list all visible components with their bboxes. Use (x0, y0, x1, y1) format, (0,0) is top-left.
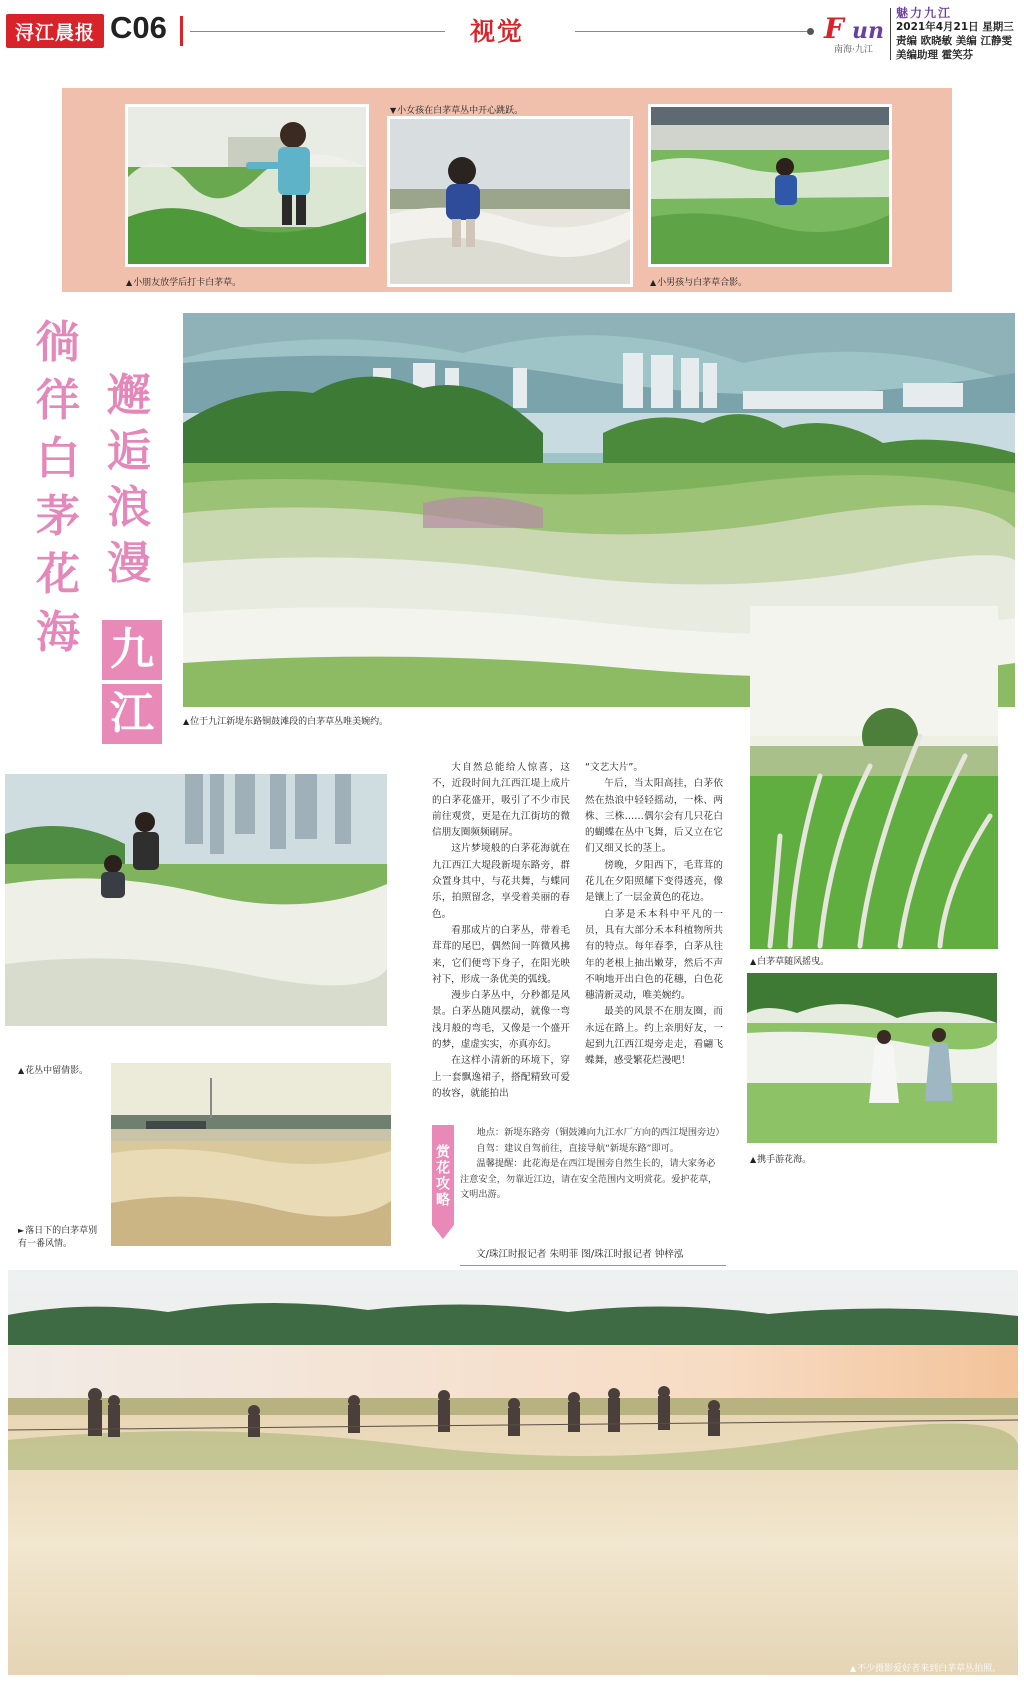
header-rule-right (575, 31, 810, 32)
caption-bottom: ▲ 不少摄影爱好者来到白茅草丛拍照。 (850, 1661, 1001, 1674)
article-column-1 (432, 760, 570, 1102)
article-paragraph: 这片梦境般的白茅花海就在九江西江大堤段新堤东路旁，群众置身其中，与花共舞，与蝶同乐，拍照留念，享受着美丽的春色。 (432, 843, 570, 920)
logo-divider (890, 8, 891, 60)
article-paragraph: “文艺大片”。 (585, 762, 643, 773)
photo-photographers-at-sunset (8, 1270, 1018, 1675)
issue-date: 2021年4月21日 星期三 (896, 21, 1014, 33)
guide-tips: 温馨提醒：此花海是在西江堤围旁自然生长的，请大家务必注意安全，勿靠近江边，请在安全范围内文明赏花。爱护花草，文明出游。 (460, 1158, 718, 1200)
section-title: 视觉 (470, 17, 525, 46)
headline-boxed (102, 620, 162, 748)
photo-hand-in-hand (747, 973, 997, 1143)
caption-hand: ▲ 携手游花海。 (750, 1152, 811, 1165)
editor-credit: 责编 欧晓敏 美编 江静雯 (896, 35, 1012, 47)
photo-frame-boy-2 (648, 104, 892, 267)
logo-subtitle: 南海·九江 (834, 45, 873, 55)
caption-top-2: ▼ 小女孩在白茅草丛中开心跳跃。 (390, 103, 523, 116)
article-column-2 (585, 760, 723, 1070)
photo-frame-boy-1 (125, 104, 369, 267)
viewing-guide-tag: 赏花攻略 (432, 1125, 454, 1225)
brand-name: 魅力九江 (896, 6, 953, 20)
article-paragraph: 大自然总能给人惊喜，这不，近段时间九江西江堤上成片的白茅花盛开，吸引了不少市民前往观赏，更是在九江街坊的微信朋友圈频频刷屏。 (432, 762, 570, 839)
article-paragraph: 看那成片的白茅丛，带着毛茸茸的尾巴，偶然间一阵微风拂来，它们便弯下身子，在阳光映衬下，形成一条优美的弧线。 (432, 924, 570, 985)
caption-flower: ▲ 花丛中留倩影。 (18, 1063, 88, 1076)
caption-hero: ▲ 位于九江新堤东路铜鼓滩段的白茅草丛唯美婉约。 (183, 714, 388, 727)
byline-rule (460, 1265, 726, 1266)
headline-secondary: 邂逅浪漫 (107, 370, 151, 589)
article-paragraph: 漫步白茅丛中，分秒都是风景。白茅丛随风摆动，就像一弯浅月般的弯毛，又像是一个盛开的梦，虚虚实实，亦真亦幻。 (432, 990, 570, 1051)
viewing-guide (460, 1125, 725, 1203)
photo-frame-girl (387, 116, 633, 287)
article-paragraph: 在这样小清新的环境下，穿上一套飘逸裙子，搭配精致可爱的妆容，就能拍出 (432, 1055, 570, 1099)
photo-flower-portraits (5, 774, 387, 1026)
jiujiang-logo (822, 10, 886, 54)
caption-sunset: ► 落日下的白茅草别有一番风情。 (18, 1224, 104, 1251)
logo-swash2-icon: un (852, 18, 884, 44)
photo-boy-with-grass (651, 107, 889, 264)
guide-drive: 自驾：建议自驾前往，直接导航“新堤东路”即可。 (476, 1142, 680, 1154)
photo-boy-by-grass (128, 107, 366, 264)
logo-swash-icon: F (824, 12, 844, 45)
byline: 文/珠江时报记者 朱明菲 图/珠江时报记者 钟梓泓 (476, 1249, 684, 1260)
page-number: C06 (110, 10, 167, 45)
photo-sunset-grass (111, 1063, 391, 1246)
article-paragraph: 午后，当太阳高挂，白茅依然在热浪中轻轻摇动，一株、两株、三株……偶尔会有几只花白的蝴蝶在丛中飞舞，后又立在它们又细又长的茎上。 (585, 778, 723, 855)
photo-girl-jumping (390, 119, 630, 284)
headline-main: 徜徉白茅花海 (36, 317, 80, 658)
page-number-divider (180, 16, 183, 46)
issue-meta (896, 6, 1014, 62)
assistant-credit: 美编助理 霍笑芬 (896, 49, 974, 61)
caption-windy: ▲ 白茅草随风摇曳。 (750, 954, 829, 967)
guide-location: 地点：新堤东路旁（铜鼓滩向九江水厂方向的西江堤围旁边） (476, 1127, 725, 1138)
header-rule-left (190, 31, 445, 32)
caption-top-1: ▲ 小朋友放学后打卡白茅草。 (126, 275, 241, 288)
photo-grass-in-wind (750, 606, 998, 949)
article-paragraph: 傍晚，夕阳西下，毛茸茸的花儿在夕阳照耀下变得透亮，像是镶上了一层金黄色的花边。 (585, 859, 723, 904)
caption-top-3: ▲ 小男孩与白茅草合影。 (650, 275, 747, 288)
headline-boxed-char: 九 (102, 620, 162, 680)
article-paragraph: 白茅是禾本科中平凡的一员，具有大部分禾本科植物所共有的特点。每年春季，白茅从往年的老根上抽出嫩芽，然后不声不响地开出白色的花穗，白色花穗清新灵动，唯美婉约。 (585, 908, 723, 1002)
masthead-logo: 浔江晨报 (6, 14, 104, 48)
headline-boxed-char: 江 (102, 684, 162, 744)
article-paragraph: 最美的风景不在朋友圈，而永远在路上。约上亲朋好友，一起到九江西江堤旁走走，看翩飞蝶舞，感受繁花烂漫吧！ (585, 1006, 723, 1067)
